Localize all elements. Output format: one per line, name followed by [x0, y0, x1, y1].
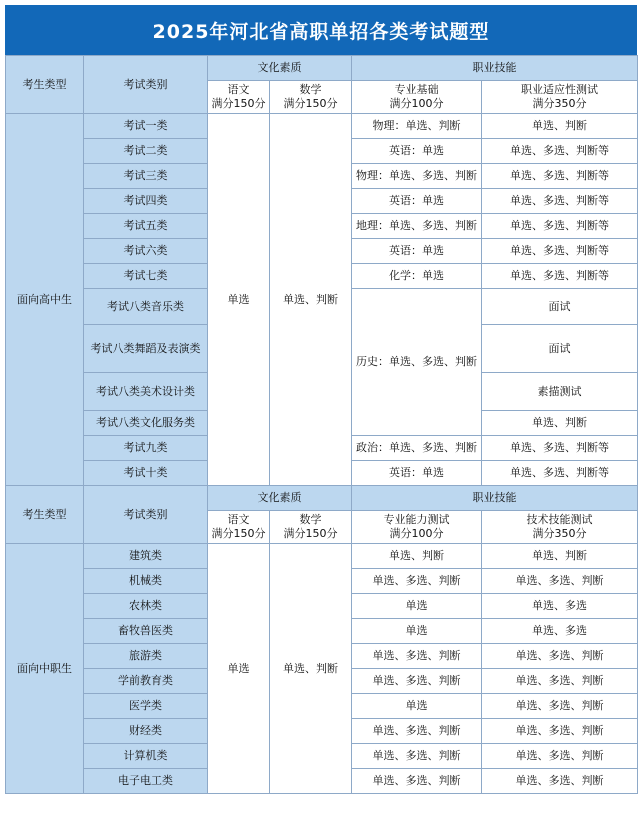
basic-cell: 物理：单选、判断	[352, 114, 482, 139]
skill-cell: 单选、判断	[482, 544, 638, 569]
exam-name: 考试七类	[84, 264, 208, 289]
exam-name: 考试二类	[84, 139, 208, 164]
chinese-header	[208, 511, 270, 544]
test-cell: 单选、多选、判断等	[482, 461, 638, 486]
test-cell: 单选、多选、判断等	[482, 139, 638, 164]
exam-name: 旅游类	[84, 644, 208, 669]
ability-cell: 单选、多选、判断	[352, 644, 482, 669]
math-header	[270, 511, 352, 544]
basic-cell: 化学：单选	[352, 264, 482, 289]
ability-score: 满分100分	[389, 527, 444, 540]
table-row	[6, 114, 638, 139]
skill-cell: 单选、多选、判断	[482, 744, 638, 769]
exam-category-header: 考试类别	[84, 56, 208, 114]
exam-name: 考试四类	[84, 189, 208, 214]
ability-cell: 单选、多选、判断	[352, 769, 482, 794]
ability-header	[352, 511, 482, 544]
test-cell: 单选、多选、判断等	[482, 436, 638, 461]
test-cell: 单选、多选、判断等	[482, 239, 638, 264]
exam-name: 计算机类	[84, 744, 208, 769]
chinese-score: 满分150分	[211, 97, 266, 110]
exam-name: 考试九类	[84, 436, 208, 461]
vocational-header: 职业技能	[352, 56, 638, 81]
ability-label: 专业能力测试	[383, 513, 450, 526]
page-title: 2025年河北省高职单招各类考试题型	[5, 5, 637, 55]
section2-header-row1	[6, 486, 638, 511]
skill-label: 技术技能测试	[526, 513, 593, 526]
basic-label: 专业基础	[394, 83, 439, 96]
exam-name: 考试六类	[84, 239, 208, 264]
skill-cell: 单选、多选、判断	[482, 569, 638, 594]
basic-cell: 地理：单选、多选、判断	[352, 214, 482, 239]
basic-score: 满分100分	[389, 97, 444, 110]
basic-cell: 英语：单选	[352, 139, 482, 164]
skill-cell: 单选、多选、判断	[482, 644, 638, 669]
skill-cell: 单选、多选、判断	[482, 669, 638, 694]
math-type: 单选、判断	[270, 544, 352, 794]
basic-header	[352, 81, 482, 114]
math-score: 满分150分	[283, 97, 338, 110]
table-row	[6, 544, 638, 569]
culture-header: 文化素质	[208, 56, 352, 81]
chinese-type: 单选	[208, 114, 270, 486]
exam-name: 学前教育类	[84, 669, 208, 694]
test-cell: 面试	[482, 325, 638, 373]
test-cell: 面试	[482, 289, 638, 325]
exam-name: 农林类	[84, 594, 208, 619]
candidate-type-header: 考生类型	[6, 56, 84, 114]
ability-cell: 单选	[352, 594, 482, 619]
chinese-header	[208, 81, 270, 114]
exam-table	[5, 55, 638, 794]
exam-name: 考试十类	[84, 461, 208, 486]
ability-cell: 单选、多选、判断	[352, 569, 482, 594]
test-cell: 单选、多选、判断等	[482, 264, 638, 289]
chinese-type: 单选	[208, 544, 270, 794]
history-cell: 历史：单选、多选、判断	[352, 289, 482, 436]
chinese-label: 语文	[227, 83, 250, 96]
skill-header	[482, 511, 638, 544]
test-cell: 单选、多选、判断等	[482, 164, 638, 189]
math-label: 数学	[299, 513, 322, 526]
adapt-score: 满分350分	[532, 97, 587, 110]
culture-header: 文化素质	[208, 486, 352, 511]
exam-name: 考试三类	[84, 164, 208, 189]
ability-cell: 单选、多选、判断	[352, 669, 482, 694]
math-type: 单选、判断	[270, 114, 352, 486]
skill-cell: 单选、多选、判断	[482, 769, 638, 794]
math-score: 满分150分	[283, 527, 338, 540]
vocational-header: 职业技能	[352, 486, 638, 511]
math-label: 数学	[299, 83, 322, 96]
candidate-type-header: 考生类型	[6, 486, 84, 544]
test-cell: 单选、判断	[482, 411, 638, 436]
chinese-score: 满分150分	[211, 527, 266, 540]
chinese-label: 语文	[227, 513, 250, 526]
skill-cell: 单选、多选、判断	[482, 694, 638, 719]
test-cell: 单选、多选、判断等	[482, 189, 638, 214]
candidate-cell: 面向高中生	[6, 114, 84, 486]
section1-header-row1	[6, 56, 638, 81]
exam-name: 医学类	[84, 694, 208, 719]
basic-cell: 英语：单选	[352, 189, 482, 214]
basic-cell: 英语：单选	[352, 461, 482, 486]
ability-cell: 单选	[352, 619, 482, 644]
basic-cell: 政治：单选、多选、判断	[352, 436, 482, 461]
skill-score: 满分350分	[532, 527, 587, 540]
exam-name: 考试八类美术设计类	[84, 373, 208, 411]
exam-name: 机械类	[84, 569, 208, 594]
exam-name: 考试八类音乐类	[84, 289, 208, 325]
exam-name: 财经类	[84, 719, 208, 744]
test-cell: 素描测试	[482, 373, 638, 411]
skill-cell: 单选、多选	[482, 619, 638, 644]
exam-name: 考试八类舞蹈及表演类	[84, 325, 208, 373]
test-cell: 单选、判断	[482, 114, 638, 139]
exam-name: 考试一类	[84, 114, 208, 139]
exam-name: 建筑类	[84, 544, 208, 569]
adapt-label: 职业适应性测试	[521, 83, 598, 96]
ability-cell: 单选、多选、判断	[352, 719, 482, 744]
adapt-header	[482, 81, 638, 114]
exam-name: 畜牧兽医类	[84, 619, 208, 644]
ability-cell: 单选、多选、判断	[352, 744, 482, 769]
basic-cell: 物理：单选、多选、判断	[352, 164, 482, 189]
candidate-cell: 面向中职生	[6, 544, 84, 794]
exam-name: 考试八类文化服务类	[84, 411, 208, 436]
exam-name: 电子电工类	[84, 769, 208, 794]
math-header	[270, 81, 352, 114]
exam-name: 考试五类	[84, 214, 208, 239]
exam-category-header: 考试类别	[84, 486, 208, 544]
skill-cell: 单选、多选、判断	[482, 719, 638, 744]
ability-cell: 单选	[352, 694, 482, 719]
basic-cell: 英语：单选	[352, 239, 482, 264]
skill-cell: 单选、多选	[482, 594, 638, 619]
ability-cell: 单选、判断	[352, 544, 482, 569]
test-cell: 单选、多选、判断等	[482, 214, 638, 239]
